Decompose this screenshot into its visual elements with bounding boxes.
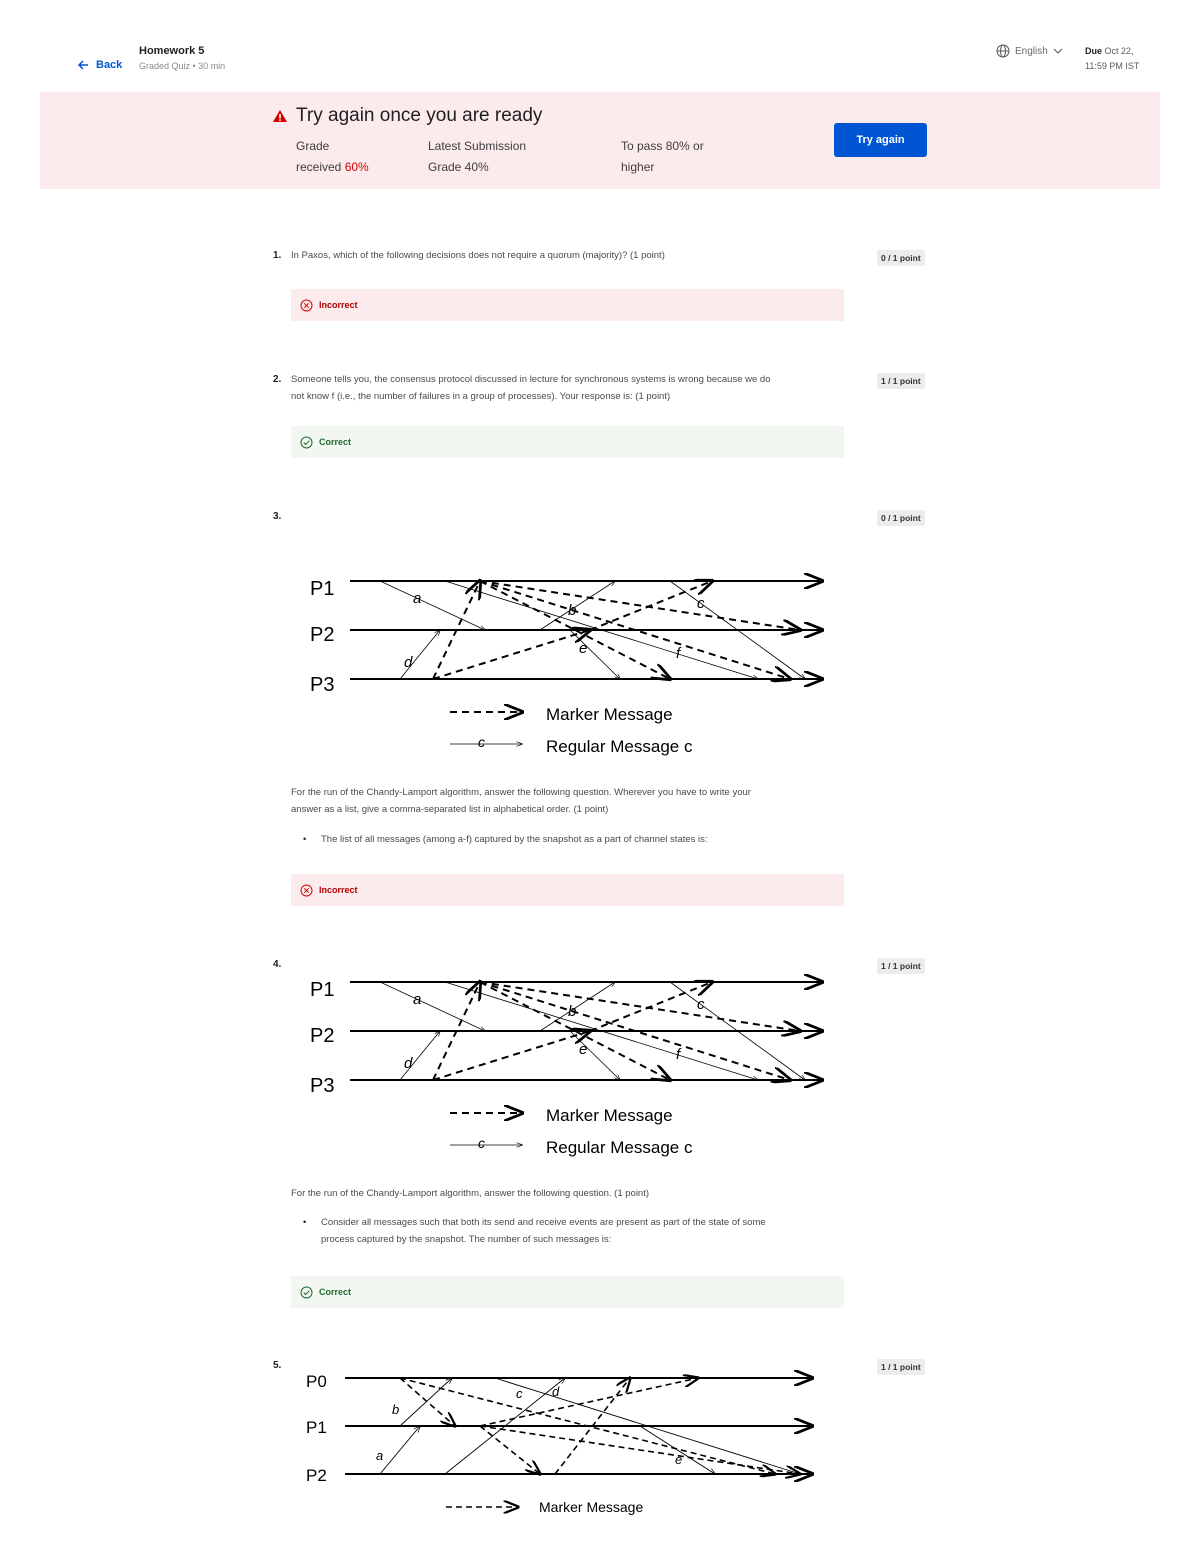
feedback-correct	[291, 426, 844, 458]
points-badge: 0 / 1 point	[877, 510, 925, 526]
feedback-label: Correct	[319, 437, 352, 447]
globe-icon	[996, 44, 1010, 58]
feedback-incorrect	[291, 289, 844, 321]
points-badge: 1 / 1 point	[877, 958, 925, 974]
warning-icon	[272, 108, 288, 124]
x-circle-icon	[300, 884, 313, 897]
legend-regular: Regular Message c	[546, 1138, 693, 1157]
message-label: a	[376, 1448, 384, 1463]
grade-label-2: received	[296, 160, 342, 174]
snapshot-diagram	[300, 1364, 840, 1553]
process-label: P3	[310, 674, 335, 696]
message-label: c	[697, 996, 705, 1013]
message-label: b	[392, 1402, 400, 1417]
legend-regular: Regular Message c	[546, 737, 693, 756]
due-date	[1085, 44, 1139, 74]
message-label: f	[676, 645, 681, 662]
message-label: d	[404, 654, 413, 671]
question-text-line: Someone tells you, the consensus protocol discussed in lecture for synchronous systems is wrong because we do	[291, 374, 771, 385]
legend-regular-letter: c	[478, 1135, 485, 1151]
feedback-label: Incorrect	[319, 885, 358, 895]
process-label: P1	[306, 1418, 327, 1437]
question-text	[291, 371, 770, 405]
legend-marker: Marker Message	[539, 1499, 644, 1515]
back-label: Back	[96, 59, 123, 71]
due-label: Due	[1085, 46, 1103, 56]
message-label: a	[413, 590, 422, 607]
back-link[interactable]	[76, 58, 122, 72]
feedback-label: Incorrect	[319, 300, 358, 310]
feedback-correct	[291, 1276, 844, 1308]
chevron-down-icon	[1053, 47, 1063, 55]
question-text-line: answer as a list, give a comma-separated list in alphabetical order. (1 point)	[291, 804, 609, 815]
try-again-button[interactable]: Try again	[834, 123, 927, 157]
latest-label: Latest Submission	[428, 139, 527, 153]
latest-submission	[428, 136, 526, 178]
bullet-line: process captured by the snapshot. The number of such messages is:	[321, 1234, 612, 1245]
message-label: d	[552, 1384, 560, 1399]
legend-marker: Marker Message	[546, 1106, 673, 1125]
pass-label: To pass 80% or	[621, 139, 704, 153]
x-circle-icon	[300, 299, 313, 312]
check-circle-icon	[300, 1286, 313, 1299]
question-bullet	[321, 1214, 766, 1248]
language-selector[interactable]	[996, 44, 1063, 58]
process-label: P2	[310, 1025, 335, 1047]
feedback-label: Correct	[319, 1287, 352, 1297]
message-label: c	[516, 1386, 523, 1401]
message-label: e	[579, 640, 588, 657]
chandy-lamport-diagram	[300, 565, 840, 765]
arrow-left-icon	[76, 58, 90, 72]
process-label: P1	[310, 578, 335, 600]
legend-marker: Marker Message	[546, 705, 673, 724]
check-circle-icon	[300, 436, 313, 449]
language-label: English	[1015, 45, 1048, 57]
question-bullet: • The list of all messages (among a-f) captured by the snapshot as a part of channel states is:	[321, 831, 708, 848]
message-label: c	[697, 595, 705, 612]
grade-received	[296, 136, 369, 178]
message-label: b	[568, 602, 577, 619]
message-label: f	[676, 1046, 681, 1063]
question-text: In Paxos, which of the following decisions does not require a quorum (majority)? (1 point)	[291, 250, 665, 261]
due-date-line1: Oct 22,	[1104, 46, 1134, 56]
due-date-line2: 11:59 PM IST	[1085, 61, 1140, 71]
process-label: P0	[306, 1372, 327, 1391]
feedback-incorrect	[291, 874, 844, 906]
assignment-subtitle: Graded Quiz • 30 min	[139, 61, 226, 71]
question-number: 1.	[273, 250, 282, 261]
question-text-line: not know f (i.e., the number of failures in a group of processes). Your response is: (1 point)	[291, 391, 671, 402]
pass-label-2: higher	[621, 160, 655, 174]
points-badge: 1 / 1 point	[877, 373, 925, 389]
result-banner	[40, 92, 1160, 189]
grade-value: 60%	[344, 160, 369, 174]
points-badge: 0 / 1 point	[877, 250, 925, 266]
message-label: e	[579, 1041, 588, 1058]
bullet-line: • Consider all messages such that both its send and receive events are present as part of the state of some	[321, 1217, 766, 1228]
question-number: 4.	[273, 959, 282, 970]
pass-requirement	[621, 136, 704, 178]
message-label: e	[675, 1452, 683, 1467]
message-label: a	[413, 991, 422, 1008]
process-label: P3	[310, 1075, 335, 1097]
banner-title: Try again once you are ready	[296, 105, 543, 126]
process-label: P2	[306, 1466, 327, 1485]
question-number: 5.	[273, 1360, 282, 1371]
latest-value: Grade 40%	[428, 160, 489, 174]
process-label: P1	[310, 979, 335, 1001]
grade-label: Grade	[296, 139, 330, 153]
question-number: 3.	[273, 511, 282, 522]
question-text-line: For the run of the Chandy-Lamport algorithm, answer the following question. Wherever you have to write your	[291, 787, 751, 798]
question-number: 2.	[273, 374, 282, 385]
message-label: d	[404, 1055, 413, 1072]
assignment-title: Homework 5	[139, 45, 205, 57]
question-text	[291, 784, 751, 818]
chandy-lamport-diagram	[300, 966, 840, 1166]
process-label: P2	[310, 624, 335, 646]
points-badge: 1 / 1 point	[877, 1359, 925, 1375]
legend-regular-letter: c	[478, 734, 485, 750]
message-label: b	[568, 1003, 577, 1020]
question-text: For the run of the Chandy-Lamport algorithm, answer the following question. (1 point)	[291, 1188, 650, 1199]
